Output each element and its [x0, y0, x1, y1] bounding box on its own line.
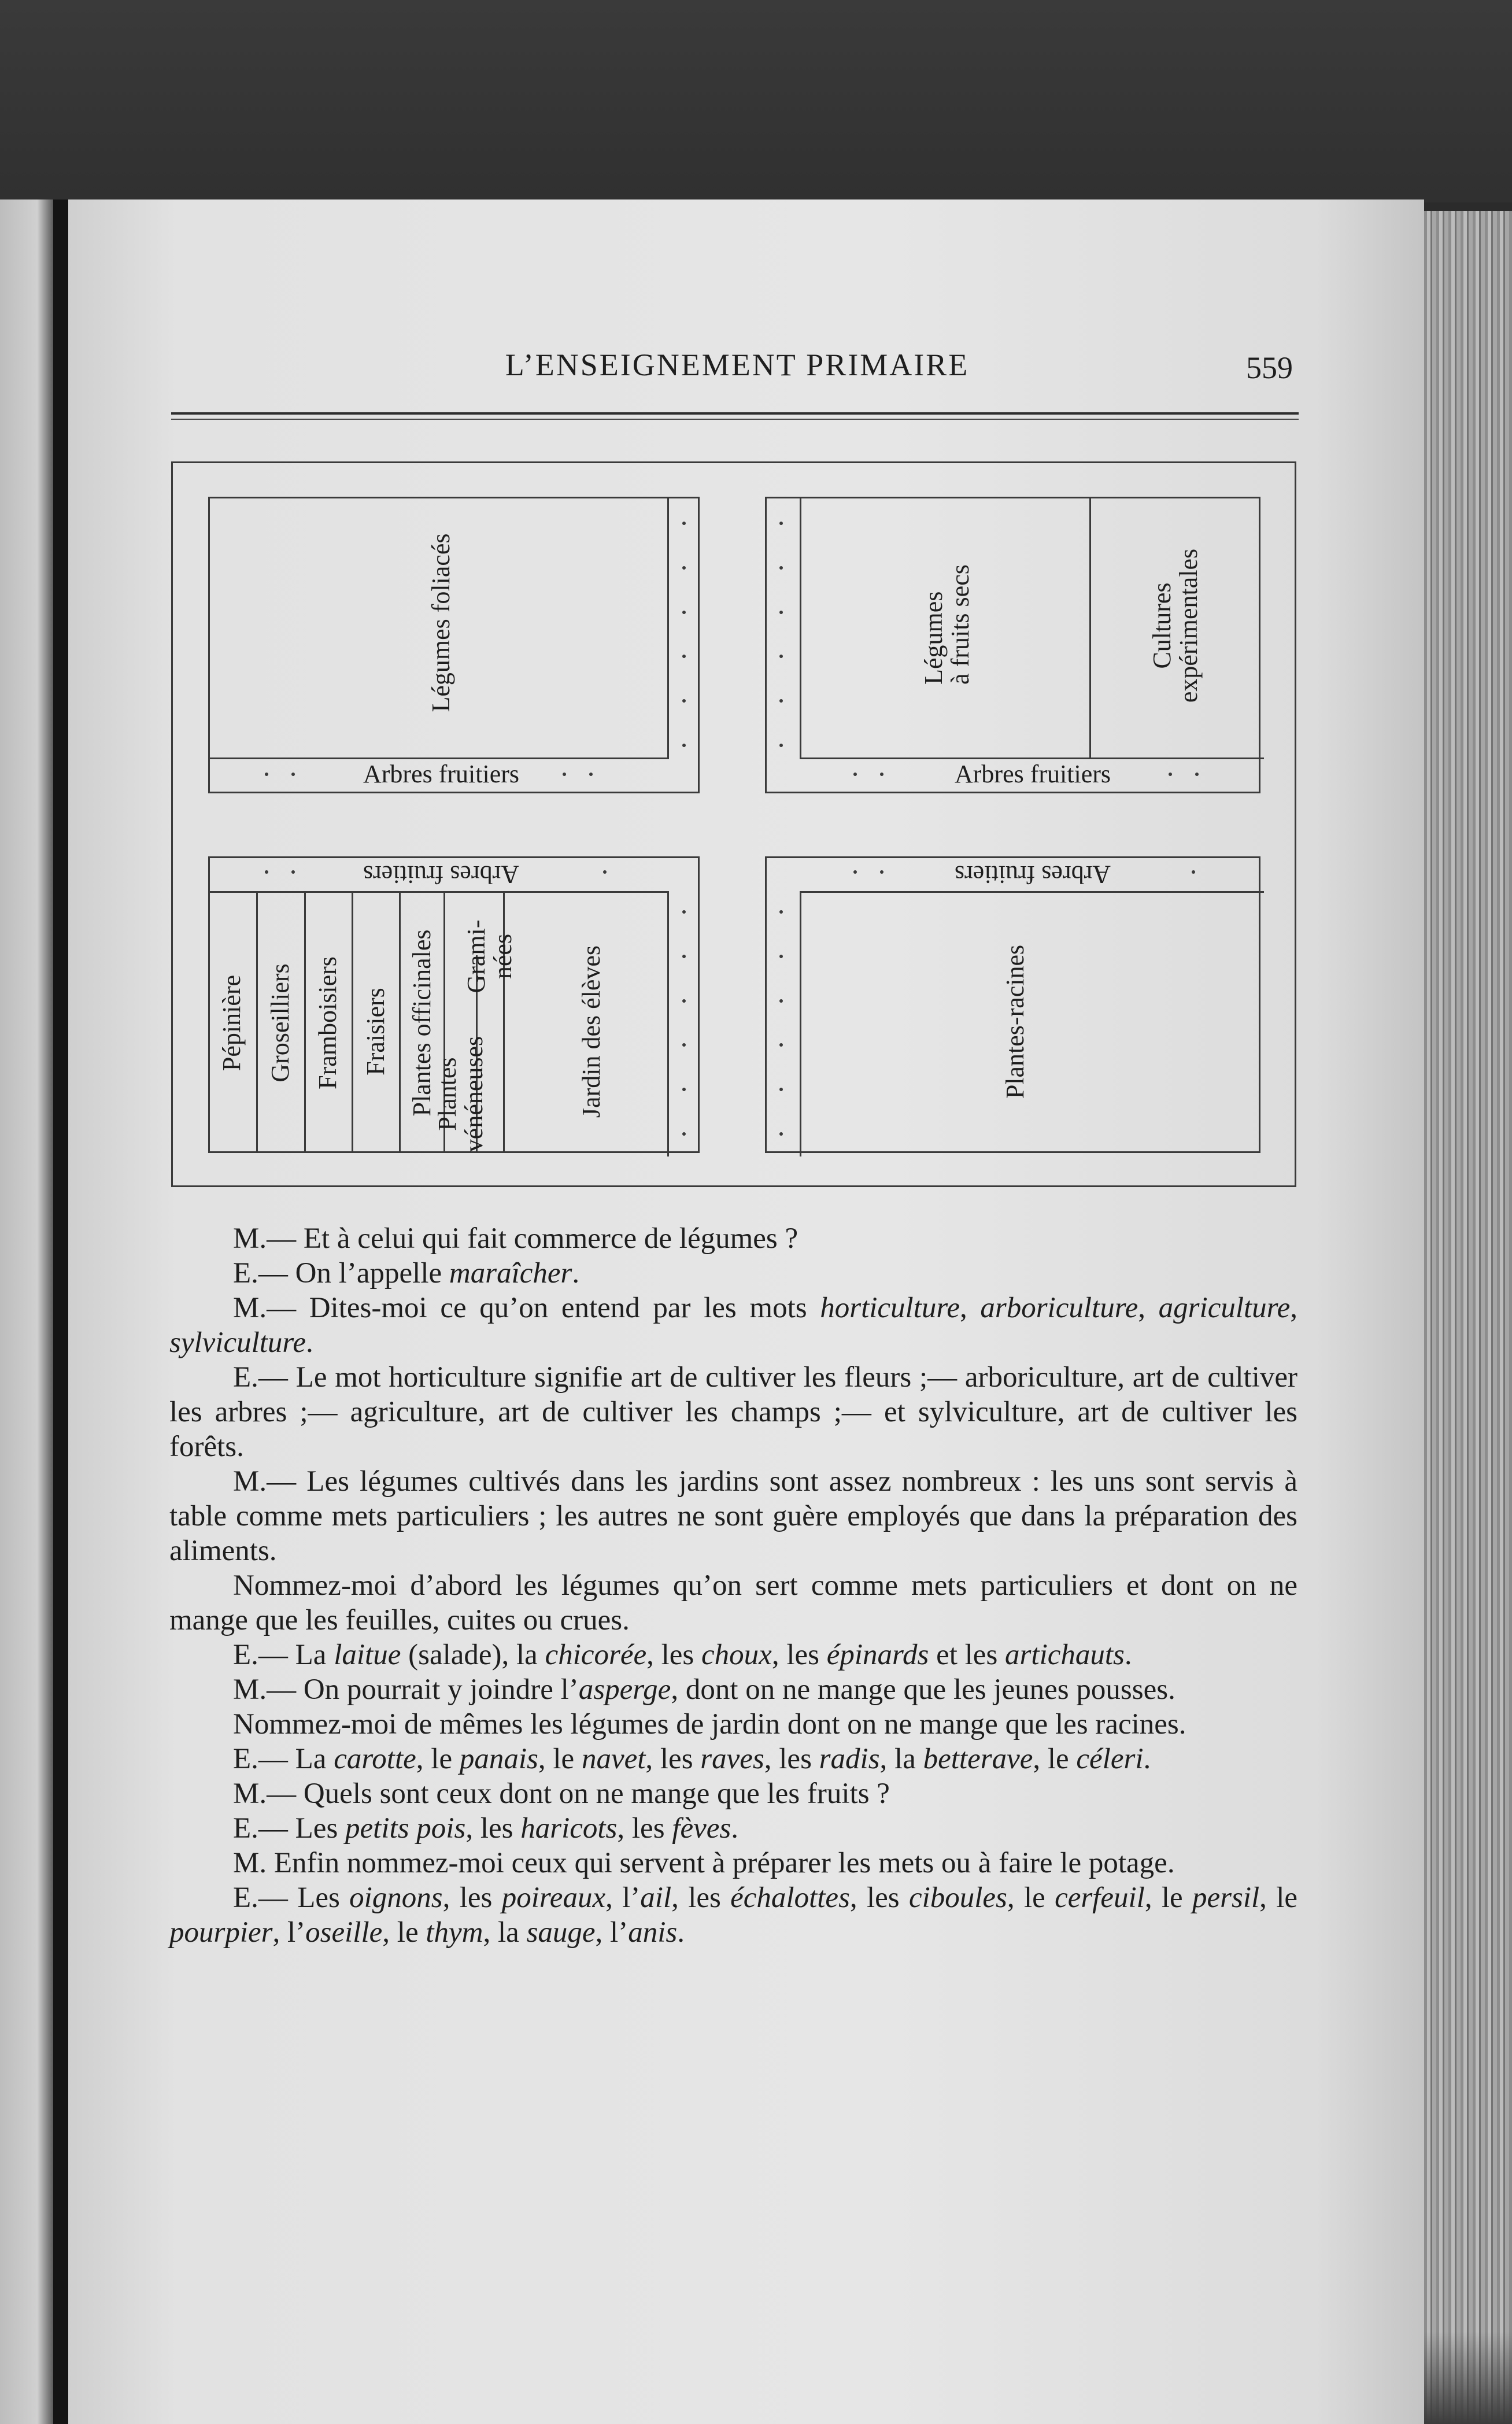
text-run: , les — [771, 1639, 827, 1671]
text-run: , — [1290, 1292, 1298, 1324]
text-run: , l’ — [272, 1916, 306, 1949]
tree-dots-vertical — [681, 910, 687, 1136]
label-graminees — [463, 919, 516, 993]
italic-term: horticulture — [820, 1292, 960, 1324]
text-run: , le — [1144, 1882, 1192, 1914]
label-framboisiers: Framboisiers — [313, 956, 342, 1089]
plot-divider — [304, 891, 306, 1153]
text-run: M.— Quels sont ceux dont on ne mange que les fruits ? — [233, 1778, 890, 1810]
italic-term: laitue — [334, 1639, 401, 1671]
italic-term: agriculture — [1158, 1292, 1291, 1324]
text-run: . — [1124, 1639, 1132, 1671]
text-run: . — [677, 1916, 685, 1949]
page-number: 559 — [1246, 350, 1293, 385]
paragraph — [169, 1846, 1297, 1880]
italic-term: radis — [819, 1743, 880, 1775]
label-arbres-fruitiers: Arbres fruitiers — [954, 760, 1111, 788]
italic-term: échalottes — [730, 1882, 850, 1914]
paragraph — [169, 1568, 1297, 1638]
label-legumes-fruits-secs — [920, 564, 974, 685]
plan-quadrant-bottom-left — [208, 856, 700, 1153]
tree-dots-vertical — [778, 522, 785, 747]
paragraph — [169, 1360, 1297, 1464]
label-arbres-fruitiers: Arbres fruitiers — [363, 760, 520, 788]
italic-term: betterave — [923, 1743, 1033, 1775]
italic-term: artichauts — [1005, 1639, 1125, 1671]
italic-term: maraîcher — [449, 1257, 572, 1289]
paragraph — [169, 1880, 1297, 1950]
italic-term: arboriculture — [980, 1292, 1138, 1324]
text-run: , — [959, 1292, 981, 1324]
text-run: , les — [849, 1882, 909, 1914]
text-run: (salade), la — [401, 1639, 545, 1671]
italic-term: choux — [701, 1639, 772, 1671]
text-run: . — [306, 1326, 313, 1359]
italic-term: panais — [459, 1743, 538, 1775]
label-line: à fruits secs — [946, 564, 974, 685]
label-line: Grami- — [461, 919, 490, 993]
label-groseilliers: Groseilliers — [266, 963, 294, 1082]
text-run: , le — [538, 1743, 582, 1775]
text-run: , les — [645, 1743, 701, 1775]
text-run: E.— On l’appelle — [233, 1257, 449, 1289]
label-line: Plantes — [432, 1057, 461, 1131]
label-plantes-officinales: Plantes officinales — [408, 929, 436, 1117]
label-line: Légumes — [919, 591, 948, 685]
label-plantes-racines: Plantes-racines — [1001, 944, 1029, 1099]
text-run: E.— La — [233, 1743, 334, 1775]
tree-dots — [1192, 869, 1195, 875]
header-rule-thin — [171, 419, 1299, 420]
italic-term: sylviculture — [169, 1326, 306, 1359]
text-run: Nommez-moi de mêmes les légumes de jardin dont on ne mange que les racines. — [233, 1708, 1186, 1741]
italic-term: épinards — [826, 1639, 929, 1671]
text-run: , les — [646, 1639, 702, 1671]
tree-dots — [265, 771, 295, 778]
label-arbres-fruitiers-inverted: Arbres fruitiers — [363, 860, 520, 889]
text-run: . — [731, 1812, 738, 1845]
text-run: E.— Les — [233, 1882, 350, 1914]
text-run: , les — [465, 1812, 521, 1845]
paragraph — [169, 1672, 1297, 1707]
italic-term: céleri — [1076, 1743, 1144, 1775]
text-run: Nommez-moi d’abord les légumes qu’on sert comme mets particuliers et dont on ne mange que les feuilles, cuites ou crues. — [169, 1569, 1297, 1636]
tree-dots — [1169, 771, 1199, 778]
text-run: , le — [1259, 1882, 1298, 1914]
italic-term: cerfeuil — [1055, 1882, 1145, 1914]
italic-term: petits pois — [345, 1812, 466, 1845]
tree-dots-vertical — [681, 522, 687, 747]
text-run: , dont on ne mange que les jeunes pousses. — [671, 1673, 1175, 1706]
label-fraisiers: Fraisiers — [361, 988, 390, 1076]
italic-term: navet — [581, 1743, 646, 1775]
label-arbres-fruitiers-inverted: Arbres fruitiers — [954, 860, 1111, 889]
italic-term: fèves — [672, 1812, 731, 1845]
text-run: , le — [416, 1743, 460, 1775]
paragraph — [169, 1811, 1297, 1846]
header-rule — [171, 412, 1299, 415]
text-run: M.— On pourrait y joindre l’ — [233, 1673, 579, 1706]
scan-background — [0, 0, 1512, 202]
label-legumes-foliaces: Légumes foliacés — [427, 533, 455, 712]
italic-term: haricots — [520, 1812, 618, 1845]
facing-page-edge — [0, 199, 53, 2424]
label-line: expérimentales — [1174, 548, 1203, 703]
garden-plan — [171, 461, 1296, 1187]
text-run: M.— Et à celui qui fait commerce de légumes ? — [233, 1222, 798, 1255]
plot-divider — [1089, 498, 1091, 759]
paragraph — [169, 1776, 1297, 1811]
paragraph — [169, 1638, 1297, 1672]
italic-term: ciboules — [908, 1882, 1007, 1914]
paragraph — [169, 1221, 1297, 1256]
text-run: , — [1138, 1292, 1159, 1324]
italic-term: raves — [700, 1743, 764, 1775]
text-run: , les — [764, 1743, 819, 1775]
page-stack-edges — [1424, 211, 1512, 2424]
text-run: , les — [617, 1812, 672, 1845]
italic-term: persil — [1192, 1882, 1260, 1914]
italic-term: asperge — [578, 1673, 671, 1706]
italic-term: pourpier — [169, 1916, 273, 1949]
italic-term: thym — [426, 1916, 483, 1949]
text-run: , le — [1007, 1882, 1055, 1914]
italic-term: anis — [628, 1916, 678, 1949]
label-cultures-experimentales — [1149, 549, 1202, 703]
text-run: M.— Les légumes cultivés dans les jardins sont assez nombreux : les uns sont servis à table comme mets particuliers ; les autres ne sont guère employés que dans la préparation des aliments. — [169, 1465, 1297, 1567]
dialogue-text — [169, 1221, 1297, 1950]
label-line: Cultures — [1147, 582, 1176, 669]
tree-dots — [265, 869, 295, 875]
text-run: , l’ — [595, 1916, 629, 1949]
tree-dots — [853, 869, 883, 875]
text-run: , la — [879, 1743, 923, 1775]
label-pepiniere: Pépinière — [217, 974, 246, 1071]
tree-dots-vertical — [778, 910, 785, 1136]
text-run: E.— Les — [233, 1812, 346, 1845]
tree-dots — [853, 771, 883, 778]
tree-dots — [563, 771, 593, 778]
paragraph — [169, 1291, 1297, 1360]
label-plantes-veneneuses — [434, 1036, 487, 1152]
paragraph — [169, 1742, 1297, 1776]
text-run: , le — [382, 1916, 426, 1949]
text-run: et les — [929, 1639, 1005, 1671]
tree-dots — [603, 869, 607, 875]
text-run: . — [572, 1257, 580, 1289]
italic-term: carotte — [334, 1743, 416, 1775]
text-run: M. Enfin nommez-moi ceux qui servent à préparer les mets ou à faire le potage. — [233, 1847, 1175, 1879]
plan-quadrant-bottom-right — [765, 856, 1260, 1153]
label-jardin-des-eleves: Jardin des élèves — [577, 945, 605, 1118]
text-run: , les — [671, 1882, 731, 1914]
paragraph — [169, 1707, 1297, 1742]
text-run: , l’ — [605, 1882, 641, 1914]
italic-term: poireaux — [501, 1882, 606, 1914]
italic-term: sauge — [526, 1916, 596, 1949]
plan-quadrant-top-left — [208, 497, 700, 793]
text-run: , les — [442, 1882, 502, 1914]
plot-divider — [352, 891, 353, 1153]
italic-term: ail — [640, 1882, 672, 1914]
text-run: E.— Le mot horticulture signifie art de cultiver les fleurs ;— arboriculture, art de cultiver les arbres ;— agriculture, art de cultiver les champs ;— et sylviculture, art de cultiver les forêts. — [169, 1361, 1297, 1463]
running-title: L’ENSEIGNEMENT PRIMAIRE — [505, 348, 970, 382]
italic-term: chicorée — [545, 1639, 647, 1671]
text-run: , la — [483, 1916, 527, 1949]
text-run: . — [1143, 1743, 1151, 1775]
italic-term: oseille — [305, 1916, 383, 1949]
text-run: E.— La — [233, 1639, 334, 1671]
label-line: vénéneuses — [460, 1036, 488, 1152]
italic-term: oignons — [349, 1882, 443, 1914]
paragraph — [169, 1464, 1297, 1568]
plot-divider — [399, 891, 401, 1153]
text-run: M.— Dites-moi ce qu’on entend par les mots — [233, 1292, 820, 1324]
paragraph — [169, 1256, 1297, 1291]
label-line: nées — [489, 933, 517, 980]
plan-quadrant-top-right — [765, 497, 1260, 793]
plot-plantes-racines — [800, 891, 1264, 1156]
plot-divider — [256, 891, 258, 1153]
text-run: , le — [1033, 1743, 1077, 1775]
